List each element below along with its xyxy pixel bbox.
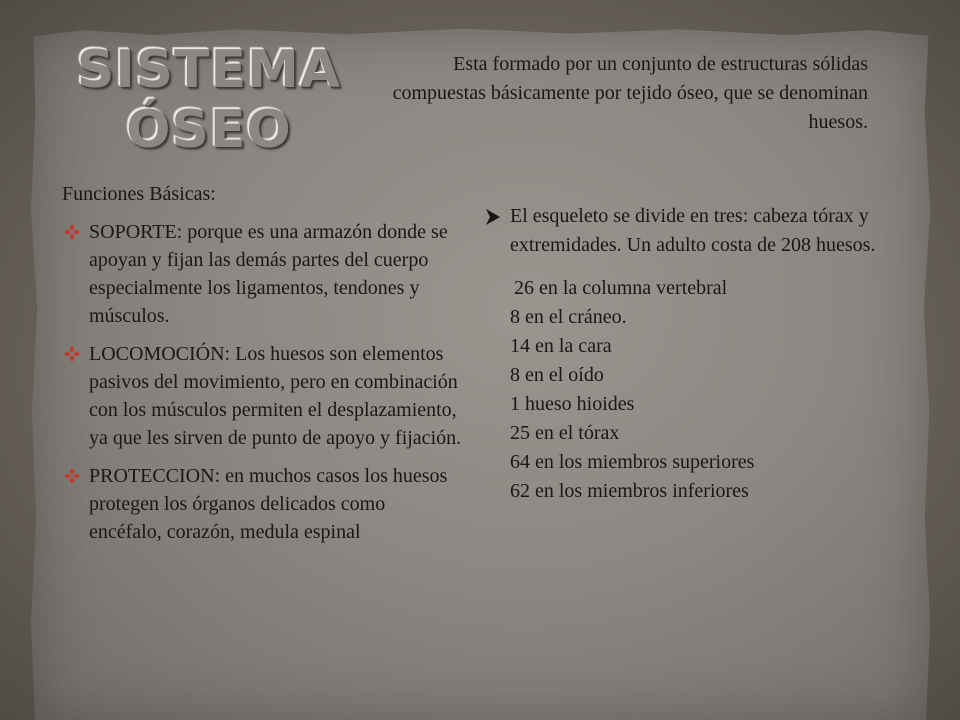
bone-count-item: 62 en los miembros inferiores	[510, 480, 749, 502]
four-diamond-bullet-icon	[64, 468, 80, 484]
function-item-support	[62, 218, 462, 330]
intro-text: Esta formado por un conjunto de estructuras sólidas compuestas básicamente por tejido óseo, que se denominan huesos.	[392, 53, 868, 133]
title-line-2: ÓSEO	[126, 100, 292, 160]
bone-count-list	[484, 274, 914, 506]
functions-section	[62, 180, 462, 556]
bone-count-item: 8 en el oído	[510, 364, 604, 386]
function-item-text: SOPORTE: porque es una armazón donde se apoyan y fijan las demás partes del cuerpo especialmente los ligamentos, tendones y músculos.	[89, 221, 448, 327]
function-item-text: PROTECCION: en muchos casos los huesos protegen los órganos delicados como encéfalo, corazón, medula espinal	[89, 465, 448, 543]
function-item-locomotion	[62, 340, 462, 452]
bone-count-item: 26 en la columna vertebral	[514, 277, 728, 299]
arrow-bullet-icon	[484, 208, 502, 226]
bone-count-item: 25 en el tórax	[510, 422, 620, 444]
four-diamond-bullet-icon	[64, 346, 80, 362]
bone-count-item: 1 hueso hioides	[510, 393, 635, 415]
bone-count-item: 14 en la cara	[510, 335, 612, 357]
page-title	[64, 40, 354, 160]
function-item-protection	[62, 462, 462, 546]
four-diamond-bullet-icon	[64, 224, 80, 240]
bone-count-item: 8 en el cráneo.	[510, 306, 627, 328]
skeleton-section	[484, 202, 914, 506]
function-item-text: LOCOMOCIÓN: Los huesos son elementos pasivos del movimiento, pero en combinación con los músculos permiten el desplazamiento, ya que les sirven de punto de apoyo y fijación.	[89, 343, 462, 449]
bone-count-item: 64 en los miembros superiores	[510, 451, 755, 473]
functions-heading: Funciones Básicas:	[62, 183, 216, 205]
skeleton-summary	[484, 202, 914, 260]
title-line-1: SISTEMA	[76, 40, 342, 100]
skeleton-summary-text: El esqueleto se divide en tres: cabeza tórax y extremidades. Un adulto costa de 208 huesos.	[510, 205, 876, 256]
